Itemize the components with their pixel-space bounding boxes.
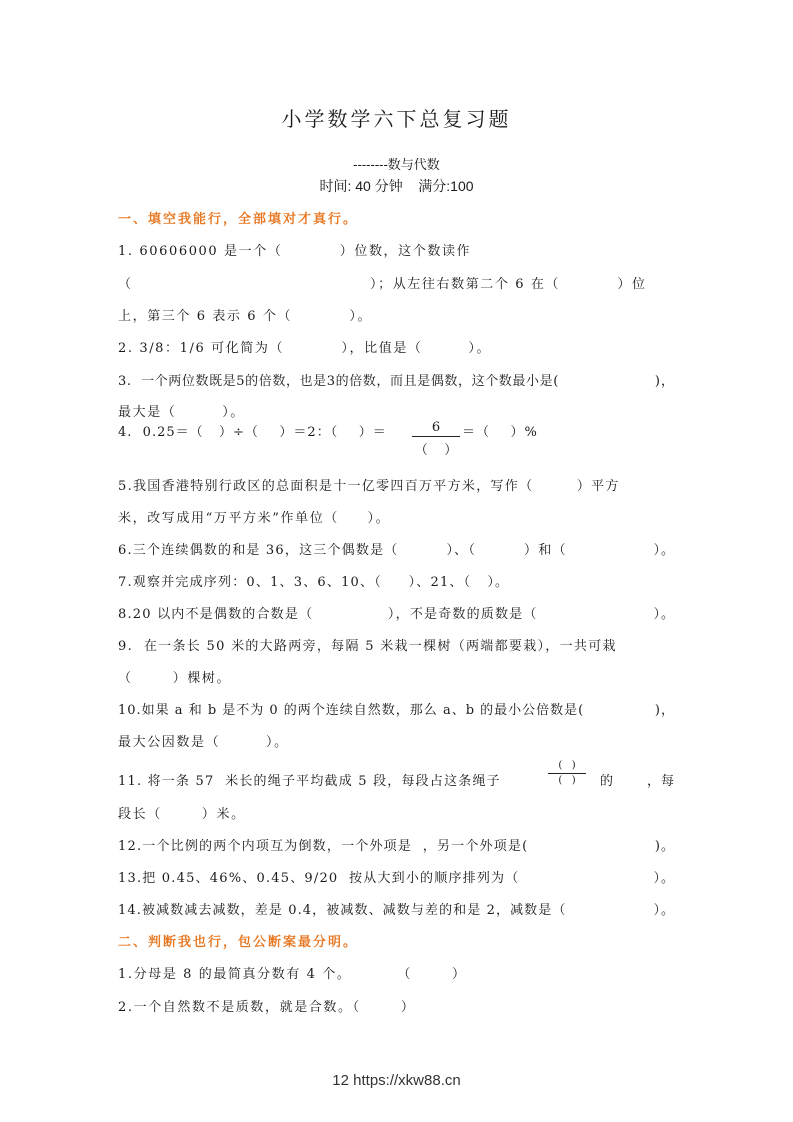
- question-9-line-1: 9. 在一条长 50 米的大路两旁，每隔 5 米栽一棵树（两端都要栽），一共可栽: [118, 639, 617, 654]
- question-5-line-2: 米，改写成用“万平方米”作单位（ ）。: [118, 511, 391, 526]
- question-6-end: ）。: [653, 543, 675, 558]
- question-4-part-b: ＝（ ）%: [462, 425, 538, 440]
- question-4-denominator: （ ）: [414, 443, 458, 458]
- question-11-part-b: 的: [600, 774, 614, 789]
- question-12-end: )。: [654, 839, 675, 854]
- section-2-heading: 二、判断我也行，包公断案最分明。: [118, 935, 359, 950]
- question-8-end: ）。: [653, 607, 675, 622]
- question-10-line-1-end: )，: [654, 703, 675, 718]
- judgement-2: 2.一个自然数不是质数，就是合数。（ ）: [118, 1000, 416, 1015]
- question-6: 6.三个连续偶数的和是 36，这三个偶数是（ ）、（ ）和（: [118, 543, 567, 558]
- question-11-denominator: ( ): [558, 775, 576, 786]
- question-11-line-2: 段长（ ）米。: [118, 807, 246, 822]
- question-1-line-3: 上，第三个 6 表示 6 个（ ）。: [118, 309, 373, 324]
- page-footer: 12 https://xkw88.cn: [332, 1072, 461, 1089]
- judgement-1: 1.分母是 8 的最简真分数有 4 个。 （ ）: [118, 967, 467, 982]
- time-info: 时间: 40 分钟 满分:100: [319, 178, 474, 194]
- page-title: 小学数学六下总复习题: [281, 107, 512, 131]
- question-11-fraction-bar: [548, 773, 586, 774]
- question-3-line-1: 3. 一个两位数既是5的倍数，也是3的倍数，而且是偶数，这个数最小是(: [118, 374, 559, 389]
- question-4-numerator: 6: [431, 420, 441, 435]
- question-11-part-a: 11. 将一条 57 米长的绳子平均截成 5 段，每段占这条绳子: [118, 774, 501, 789]
- question-13: 13.把 0.45、46%、0.45、9/20 按从大到小的顺序排列为（: [118, 871, 520, 886]
- question-9-line-2: （ ）棵树。: [118, 671, 232, 686]
- question-14-end: ）。: [653, 903, 675, 918]
- question-10-line-2: 最大公因数是（ ）。: [118, 735, 289, 750]
- question-1-line-2: ）；从左往右数第二个 6 在（ ）位: [370, 277, 647, 292]
- subtitle: --------数与代数: [353, 157, 440, 172]
- section-1-heading: 一、填空我能行，全部填对才真行。: [118, 212, 359, 227]
- question-4-fraction-bar: [412, 436, 460, 437]
- question-11-part-c: ，每: [646, 774, 675, 789]
- question-4-part-a: 4. 0.25＝（ ）÷（ ）＝2：（ ）＝: [118, 425, 387, 440]
- question-3-line-1-end: )，: [654, 374, 675, 389]
- question-1-line-1: 1. 60606000 是一个（ ）位数，这个数读作: [118, 244, 472, 259]
- question-7: 7.观察并完成序列：0、1、3、6、10、（ ）、21、（ ）。: [118, 575, 510, 590]
- question-12: 12.一个比例的两个内项互为倒数，一个外项是 ，另一个外项是(: [118, 839, 529, 854]
- question-1-line-2-open: （: [118, 277, 133, 292]
- question-11-numerator: ( ): [558, 760, 576, 771]
- question-8: 8.20 以内不是偶数的合数是（ ），不是奇数的质数是（: [118, 607, 538, 622]
- question-13-end: ）。: [653, 871, 675, 886]
- question-5-line-1: 5.我国香港特别行政区的总面积是十一亿零四百万平方米，写作（ ）平方: [118, 479, 620, 494]
- question-10-line-1: 10.如果 a 和 b 是不为 0 的两个连续自然数，那么 a、b 的最小公倍数是(: [118, 703, 585, 718]
- question-3-line-2: 最大是（ ）。: [118, 405, 245, 420]
- question-14: 14.被减数减去减数，差是 0.4，被减数、减数与差的和是 2，减数是（: [118, 903, 567, 918]
- question-2: 2. 3/8：1/6 可化简为（ ），比值是（ ）。: [118, 341, 492, 356]
